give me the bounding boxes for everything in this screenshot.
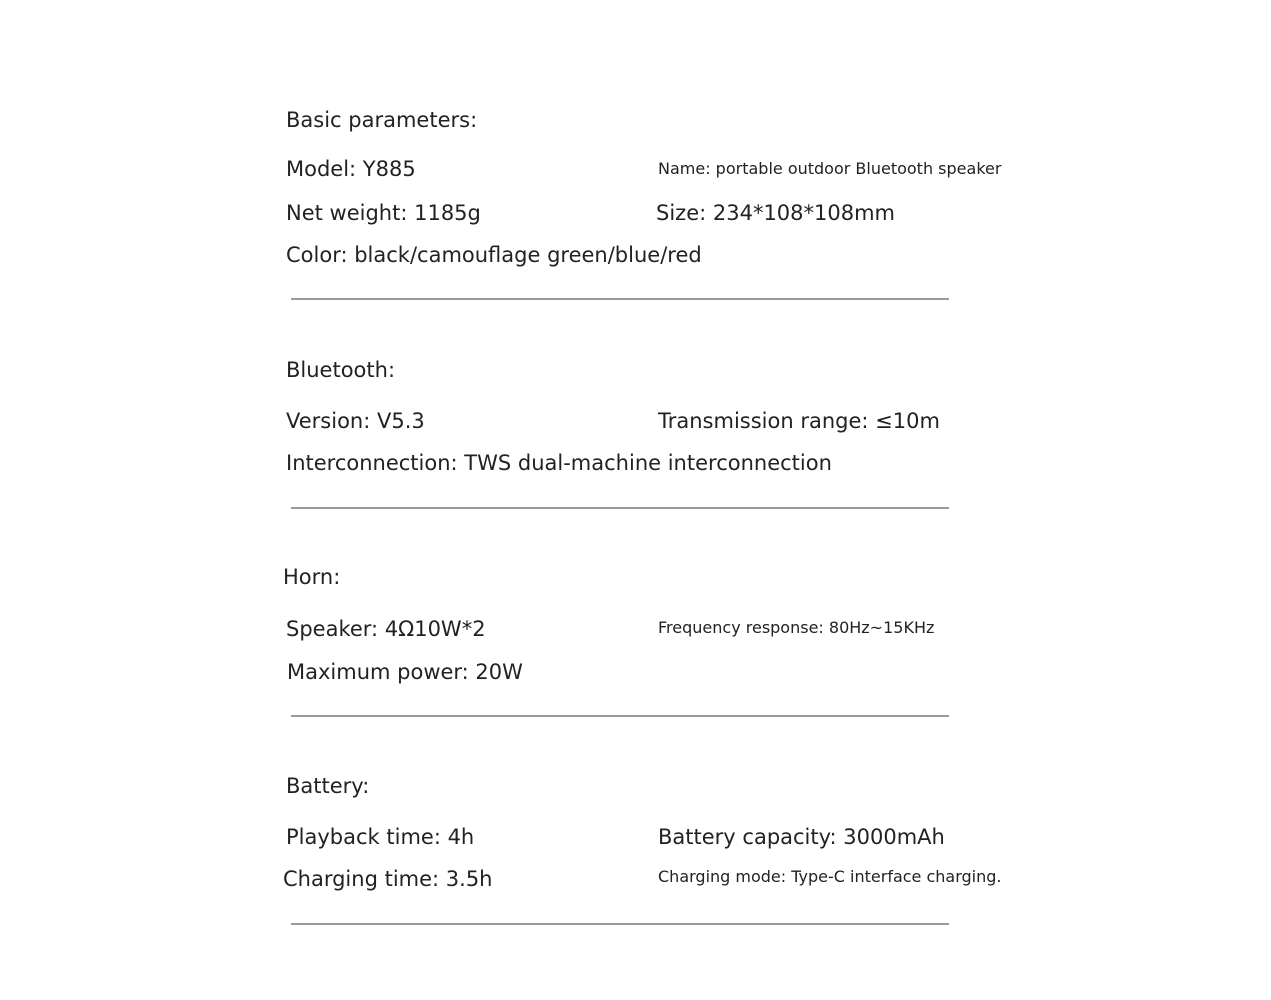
- section-divider: [291, 923, 949, 925]
- section-heading-basic: Basic parameters:: [286, 108, 478, 132]
- spec-version: Version: V5.3: [286, 409, 425, 433]
- section-heading-bluetooth: Bluetooth:: [286, 358, 396, 382]
- section-heading-battery: Battery:: [286, 774, 370, 798]
- spec-model: Model: Y885: [286, 157, 416, 181]
- spec-interconnection: Interconnection: TWS dual-machine interconnection: [286, 451, 832, 475]
- spec-speaker: Speaker: 4Ω10W*2: [286, 617, 486, 641]
- section-heading-horn: Horn:: [283, 565, 341, 589]
- spec-transmission-range: Transmission range: ≤10m: [658, 409, 940, 433]
- spec-color: Color: black/camouflage green/blue/red: [286, 243, 702, 267]
- spec-charging-time: Charging time: 3.5h: [283, 867, 493, 891]
- spec-maximum-power: Maximum power: 20W: [287, 660, 523, 684]
- spec-playback-time: Playback time: 4h: [286, 825, 475, 849]
- spec-size: Size: 234*108*108mm: [656, 201, 896, 225]
- spec-name: Name: portable outdoor Bluetooth speaker: [658, 159, 1002, 178]
- section-divider: [291, 298, 949, 300]
- spec-net-weight: Net weight: 1185g: [286, 201, 481, 225]
- spec-frequency-response: Frequency response: 80Hz~15KHz: [658, 618, 935, 637]
- section-divider: [291, 715, 949, 717]
- section-divider: [291, 507, 949, 509]
- spec-charging-mode: Charging mode: Type-C interface charging.: [658, 867, 1002, 886]
- spec-battery-capacity: Battery capacity: 3000mAh: [658, 825, 945, 849]
